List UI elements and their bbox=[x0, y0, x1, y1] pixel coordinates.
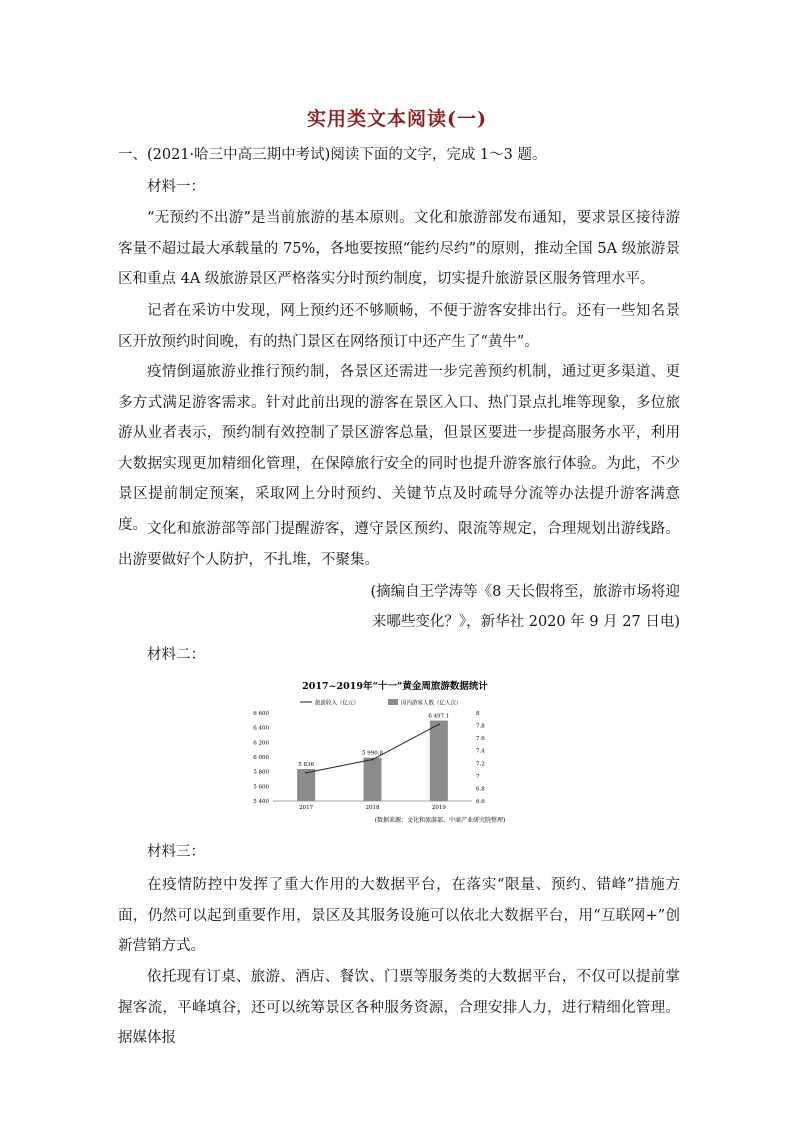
y2-tick-label: 7.4 bbox=[476, 748, 485, 755]
material-1-paragraph-1: “无预约不出游”是当前旅游的基本原则。文化和旅游部发布通知，要求景区接待游客量不超过最大承载量的 75%，各地要按照“能约尽约”的原则，推动全国 5A 级旅游景区和重点 4A 级旅游景区严格落实分时预约制度，切实提升旅游景区服务管理水平。 bbox=[118, 210, 680, 287]
y2-tick-label: 6.6 bbox=[476, 799, 485, 805]
y-tick-label: 5 600 bbox=[253, 784, 269, 791]
material-1-paragraph-3: 疫情倒逼旅游业推行预约制，各景区还需进一步完善预约机制，通过更多渠道、更多方式满足游客需求。针对此前出现的游客在景区入口、热门景点扎堆等现象，多位旅游从业者表示，预约制有效控制了景区游客总量，但景区要进一步提高服务水平，利用大数据实现更加精细化管理，在保障旅行安全的同时也提升游客旅行体验。为此，不少景区提前制定预案，采取网上分时预约、关键节点及时疏导分流等办法提升游客满意度。 bbox=[118, 364, 680, 533]
y2-tick-label: 7.8 bbox=[476, 723, 485, 730]
material-2-label: 材料二： bbox=[147, 647, 205, 663]
legend-label-revenue: 旅游收入（亿元） bbox=[315, 700, 360, 707]
bar-value-label-2019: 6 497.1 bbox=[428, 713, 450, 720]
page-title: 实用类文本阅读(一) bbox=[307, 108, 487, 130]
source-citation-line-1: (摘编自王学涛等《8 天长假将至，旅游市场将迎 bbox=[370, 584, 680, 600]
visitors-point-2017 bbox=[305, 772, 307, 774]
x-tick-label-2019: 2019 bbox=[431, 805, 446, 811]
y2-tick-label: 8 bbox=[476, 711, 480, 717]
y-tick-label: 6 000 bbox=[253, 755, 269, 761]
chart-source-note: (数据来源：文化和旅游部、中商产业研究院整理) bbox=[374, 817, 506, 824]
visitors-point-2019 bbox=[438, 723, 440, 725]
y-tick-label: 6 200 bbox=[253, 740, 269, 747]
y2-tick-label: 6.8 bbox=[476, 786, 485, 793]
material-3-label: 材料三： bbox=[147, 844, 205, 860]
y2-tick-label: 7.2 bbox=[476, 761, 485, 768]
y-tick-label: 5 800 bbox=[253, 769, 269, 776]
x-tick-label-2017: 2017 bbox=[299, 805, 314, 811]
material-1-label: 材料一： bbox=[147, 179, 205, 195]
y-tick-label: 6 400 bbox=[253, 725, 269, 732]
legend-bar-swatch bbox=[388, 699, 398, 705]
chart-bar-2019 bbox=[430, 721, 448, 801]
tourism-chart bbox=[240, 675, 550, 827]
material-3-paragraph-1: 在疫情防控中发挥了重大作用的大数据平台，在落实“限量、预约、错峰”措施方面，仍然可以起到重要作用，景区及其服务设施可以依北大数据平台，用“互联网+”创新营销方式。 bbox=[118, 877, 680, 954]
chart-title: 2017~2019年“十一”黄金周旅游数据统计 bbox=[302, 681, 488, 692]
y2-tick-label: 7 bbox=[476, 773, 480, 780]
chart-bars bbox=[297, 714, 449, 811]
y-tick-label: 5 400 bbox=[253, 799, 269, 805]
chart-legend bbox=[300, 699, 462, 707]
y-tick-label: 6 600 bbox=[253, 711, 269, 717]
bar-value-label-2018: 5 990.8 bbox=[362, 750, 383, 757]
material-3-paragraph-2: 依托现有订桌、旅游、酒店、餐饮、门票等服务类的大数据平台，不仅可以提前掌握客流，平峰填谷，还可以统筹景区各种服务资源，合理安排人力，进行精细化管理。据媒体报 bbox=[118, 969, 680, 1046]
x-tick-label-2018: 2018 bbox=[365, 805, 380, 811]
bar-value-label-2017: 5 836 bbox=[298, 762, 315, 769]
source-citation-line-2: 来哪些变化？》，新华社 2020 年 9 月 27 日电) bbox=[371, 614, 680, 630]
chart-bar-2017 bbox=[297, 769, 315, 801]
visitors-point-2018 bbox=[372, 759, 374, 761]
y2-tick-label: 7.6 bbox=[476, 736, 485, 743]
material-1-paragraph-2: 记者在采访中发现，网上预约还不够顺畅，不便于游客安排出行。还有一些知名景区开放预约时间晚，有的热门景区在网络预订中还产生了“黄牛”。 bbox=[118, 303, 680, 350]
chart-bar-2018 bbox=[364, 758, 382, 801]
legend-label-visitors: 国内游客人数（亿人次） bbox=[401, 700, 462, 707]
question-intro: 一、(2021·哈三中高三期中考试)阅读下面的文字，完成 1～3 题。 bbox=[118, 147, 547, 163]
material-1-paragraph-4: 文化和旅游部等部门提醒游客，遵守景区预约、限流等规定，合理规划出游线路。出游要做好个人防护，不扎堆，不聚集。 bbox=[118, 521, 680, 568]
